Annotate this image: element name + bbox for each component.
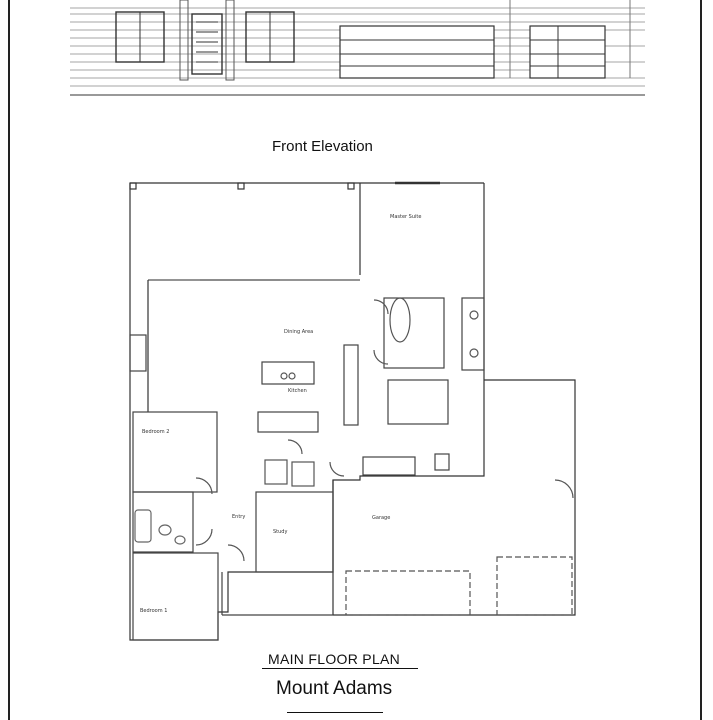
main-floor-plan-caption: MAIN FLOOR PLAN xyxy=(268,651,401,667)
room-label-master-suite: Master Suite xyxy=(390,214,422,220)
room-label-kitchen: Kitchen xyxy=(288,388,307,394)
house-name-title: Mount Adams xyxy=(276,678,393,699)
room-label-bedroom-1: Bedroom 1 xyxy=(140,608,168,614)
room-label-dining-area: Dining Area xyxy=(284,329,314,335)
plan-garage-door-1 xyxy=(346,571,470,615)
plan-study xyxy=(256,492,333,572)
plan-master-closet xyxy=(388,380,448,424)
plan-garage-door-2 xyxy=(497,557,572,615)
room-label-study: Study xyxy=(273,529,288,535)
front-elevation-caption: Front Elevation xyxy=(272,138,373,155)
room-label-entry: Entry xyxy=(232,514,246,520)
plan-bedroom-1 xyxy=(133,553,218,640)
plan-garage-walls xyxy=(484,380,575,615)
room-label-garage: Garage xyxy=(372,515,391,521)
room-label-bedroom-2: Bedroom 2 xyxy=(142,429,170,435)
plan-fireplace xyxy=(130,335,146,371)
house-name-underline xyxy=(287,712,383,713)
plan-master-bath xyxy=(384,298,444,368)
plan-kitchen-island xyxy=(262,362,314,384)
main-floor-plan-underline xyxy=(262,668,418,669)
